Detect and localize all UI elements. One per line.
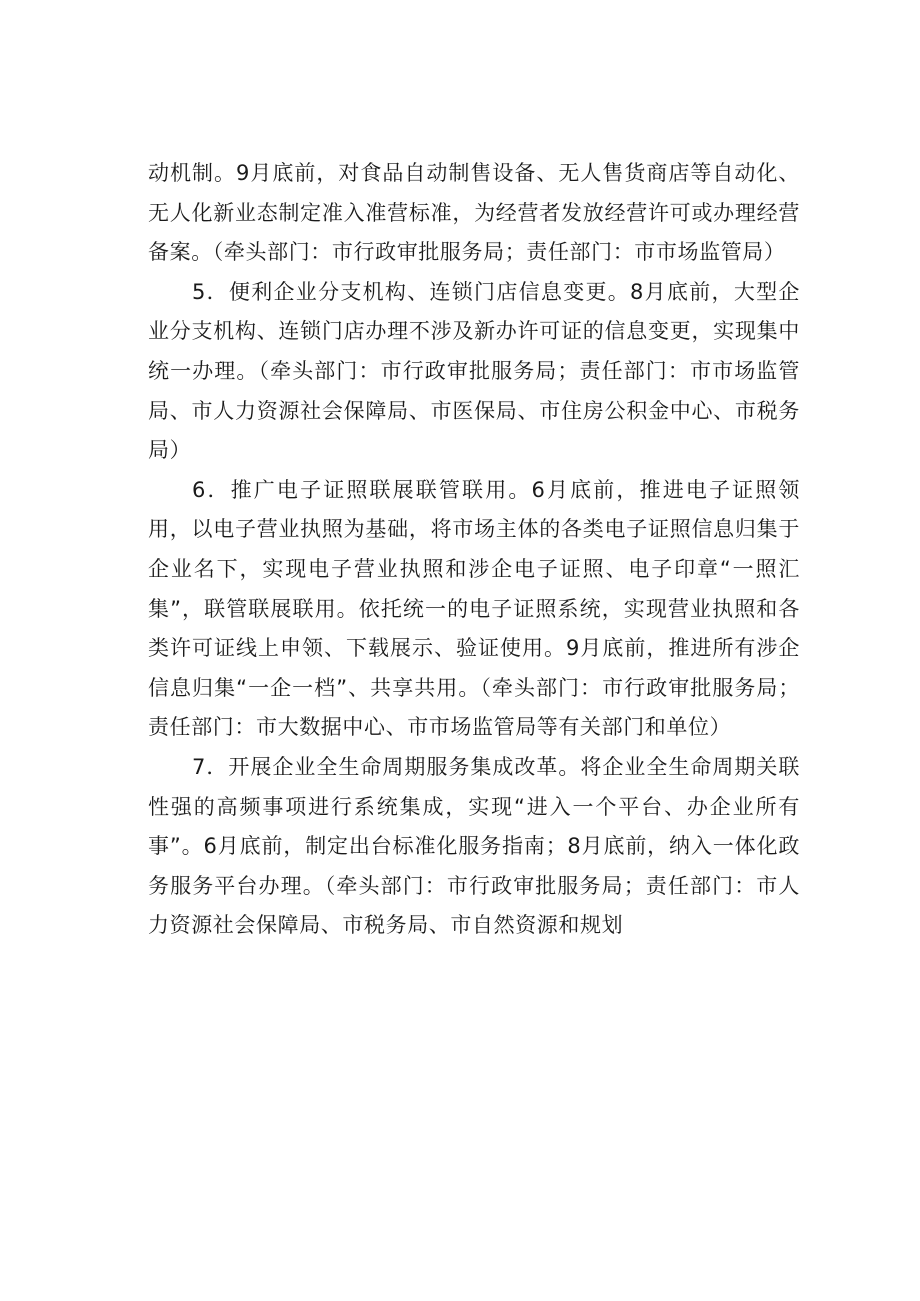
paragraph-continuation: 动机制。9月底前，对食品自动制售设备、无人售货商店等自动化、无人化新业态制定准入准营标准，为经营者发放经营许可或办理经营备案。（牵头部门：市行政审批服务局；责任部门：市市场监管局） bbox=[148, 161, 800, 265]
paragraph-item-7: 7．开展企业全生命周期服务集成改革。将企业全生命周期关联性强的高频事项进行系统集成，实现“进入一个平台、办企业所有事”。6月底前，制定出台标准化服务指南；8月底前，纳入一体化政务服务平台办理。（牵头部门：市行政审批服务局；责任部门：市人力资源社会保障局、市税务局、市自然资源和规划 bbox=[148, 754, 800, 938]
paragraph-item-6: 6．推广电子证照联展联管联用。6月底前，推进电子证照领用，以电子营业执照为基础，将市场主体的各类电子证照信息归集于企业名下，实现电子营业执照和涉企电子证照、电子印章“一照汇集”，联管联展联用。依托统一的电子证照系统，实现营业执照和各类许可证线上申领、下载展示、验证使用。9月底前，推进所有涉企信息归集“一企一档”、共享共用。（牵头部门：市行政审批服务局；责任部门：市大数据中心、市市场监管局等有关部门和单位） bbox=[148, 477, 800, 740]
paragraph-item-5: 5．便利企业分支机构、连锁门店信息变更。8月底前，大型企业分支机构、连锁门店办理不涉及新办许可证的信息变更，实现集中统一办理。（牵头部门：市行政审批服务局；责任部门：市市场监管局、市人力资源社会保障局、市医保局、市住房公积金中心、市税务局） bbox=[148, 279, 800, 463]
document-body bbox=[148, 154, 800, 946]
